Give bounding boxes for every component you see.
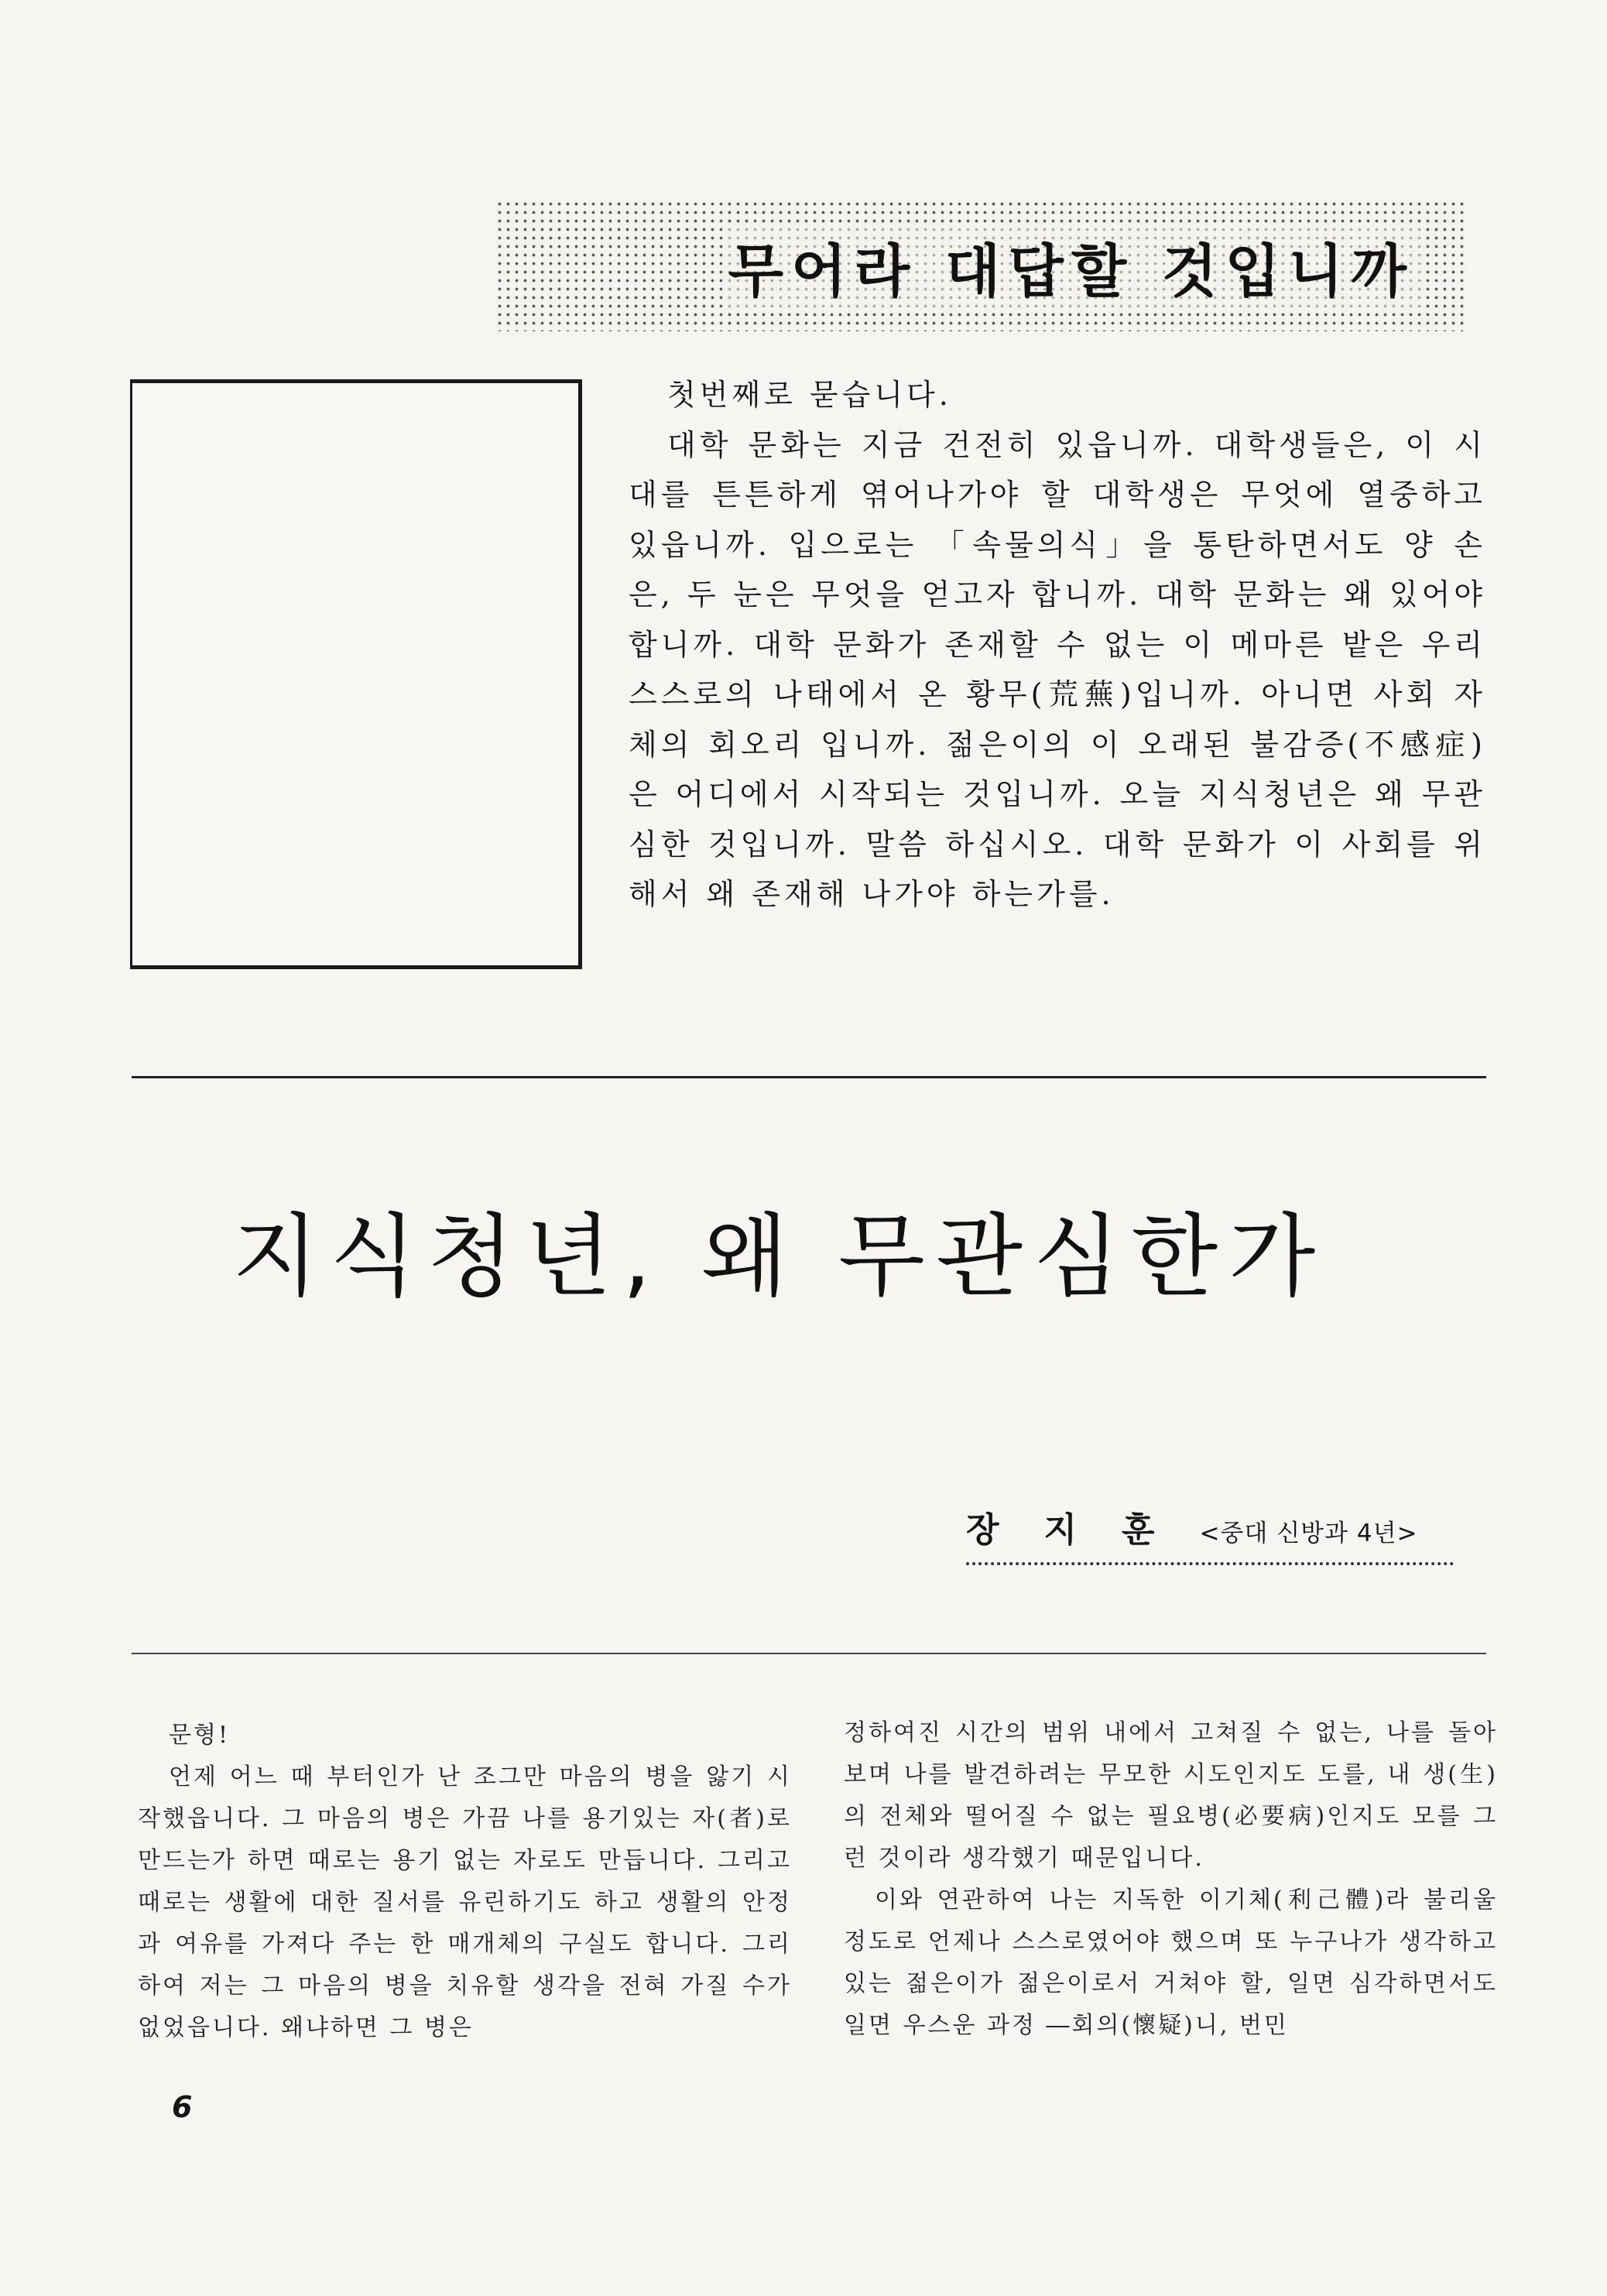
body-paragraph: 정하여진 시간의 범위 내에서 고쳐질 수 없는, 나를 돌아 보며 나를 발견하려는 무모한 시도인지도 도를, 내 생(生)의 전체와 떨어질 수 없는 필요병(必要病)인지도 모를 그런 것이라 생각했기 때문입니다. [844, 1719, 1498, 1872]
body-column-left [138, 1715, 792, 2049]
headline-banner [495, 200, 1467, 331]
author-name: 장지훈 [966, 1510, 1200, 1550]
intro-paragraph: 첫번째로 묻습니다. [667, 378, 952, 412]
body-column-right [844, 1712, 1498, 2047]
body-divider [132, 1653, 1486, 1654]
intro-paragraph: 대학 문화는 지금 건전히 있읍니까. 대학생들은, 이 시대를 튼튼하게 엮어나가야 할 대학생은 무엇에 열중하고 있읍니까. 입으로는 「속물의식」을 통탄하면서도 양 손은, 두 눈은 무엇을 얻고자 합니까. 대학 문화는 왜 있어야 합니까. 대학 문화가 존재할 수 없는 이 메마른 밭은 우리 스스로의 나태에서 온 황무(荒蕪)입니까. 아니면 사회 자체의 회오리 입니까. 젊은이의 이 오래된 불감증(不感症)은 어디에서 시작되는 것입니까. 오늘 지식청년은 왜 무관심한 것입니까. 말씀 하십시오. 대학 문화가 이 사회를 위해서 왜 존재해 나가야 하는가를. [629, 427, 1486, 911]
article-title: 지식청년, 왜 무관심한가 [232, 1205, 1327, 1309]
byline [966, 1502, 1454, 1565]
body-paragraph: 이와 연관하여 나는 지독한 이기체(利己體)라 불리울 정도로 언제나 스스로였어야 했으며 또 누구나가 생각하고 있는 젊은이가 젊은이로서 거쳐야 할, 일면 심각하면서도 일면 우스운 과정 ―회의(懷疑)니, 번민 [844, 1886, 1498, 2039]
banner-title: 무어라 대답할 것입니까 [722, 226, 1420, 308]
photo-frame [130, 379, 582, 969]
body-paragraph: 문형! [169, 1722, 231, 1749]
intro-text [629, 370, 1486, 920]
section-divider [132, 1076, 1486, 1078]
author-affiliation: <중대 신방과 4년> [1199, 1520, 1418, 1547]
body-paragraph: 언제 어느 때 부터인가 난 조그만 마음의 병을 앓기 시작했읍니다. 그 마음의 병은 가끔 나를 용기있는 자(者)로 만드는가 하면 때로는 용기 없는 자로도 만듭니다. 그리고 때로는 생활에 대한 질서를 유린하기도 하고 생활의 안정과 여유를 가져다 주는 한 매개체의 구실도 합니다. 그리하여 저는 그 마음의 병을 치유할 생각을 전혀 가질 수가 없었읍니다. 왜냐하면 그 병은 [138, 1763, 792, 2041]
page-number: 6 [172, 2090, 193, 2124]
